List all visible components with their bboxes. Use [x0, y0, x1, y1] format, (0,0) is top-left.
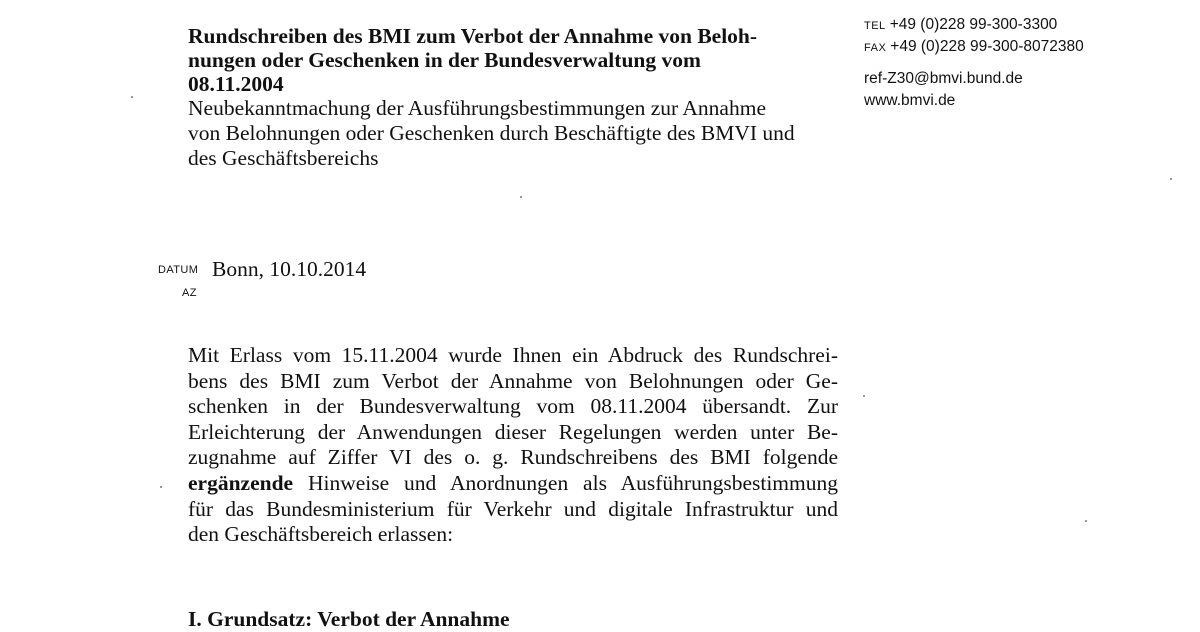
scan-speck	[1170, 178, 1172, 180]
subject-subtitle	[188, 96, 828, 171]
subject-subtitle-line: von Belohnungen oder Geschenken durch Beschäftigte des BMVI und	[188, 121, 795, 145]
tel-label: TEL	[864, 20, 886, 32]
subject-title-line: 08.11.2004	[188, 72, 284, 96]
fax-row	[864, 36, 1184, 58]
body-line: schenken in der Bundesverwaltung vom 08.11.2004 übersandt. Zur	[188, 394, 838, 419]
tel-row	[864, 14, 1184, 36]
emphasis-word: ergänzende	[188, 470, 294, 495]
subject-title-line: Rundschreiben des BMI zum Verbot der Annahme von Beloh-	[188, 24, 758, 48]
fax-label: FAX	[864, 42, 887, 54]
subject-block	[188, 24, 828, 171]
scan-speck	[863, 395, 865, 397]
body-line: zugnahme auf Ziffer VI des o. g. Rundschreibens des BMI folgende	[188, 445, 838, 470]
scan-speck	[131, 96, 133, 98]
datum-value: Bonn, 10.10.2014	[212, 257, 367, 281]
body-line: bens des BMI zum Verbot der Annahme von Belohnungen oder Ge-	[188, 368, 838, 393]
subject-title-line: nungen oder Geschenken in der Bundesverwaltung vom	[188, 48, 701, 72]
body-line: für das Bundesministerium für Verkehr und digitale Infrastruktur und	[188, 496, 838, 521]
body-line: den Geschäftsbereich erlassen:	[188, 522, 454, 547]
contact-block	[864, 14, 1184, 112]
datum-label: DATUM	[158, 264, 199, 276]
scan-speck	[520, 196, 522, 198]
body-line: Erleichterung der Anwendungen dieser Regelungen werden unter Be-	[188, 419, 838, 444]
subject-subtitle-line: Neubekanntmachung der Ausführungsbestimmungen zur Annahme	[188, 96, 766, 120]
scan-speck	[1085, 520, 1087, 522]
az-label: AZ	[182, 287, 197, 299]
subject-title	[188, 24, 828, 96]
body-paragraph	[188, 343, 838, 548]
scan-speck	[160, 486, 162, 488]
tel-value: +49 (0)228 99-300-3300	[889, 16, 1058, 33]
body-line: Mit Erlass vom 15.11.2004 wurde Ihnen ein Abdruck des Rundschrei-	[188, 343, 838, 367]
subject-subtitle-line: des Geschäftsbereichs	[188, 146, 379, 170]
web-link[interactable]: www.bmvi.de	[864, 92, 956, 109]
fax-value: +49 (0)228 99-300-8072380	[890, 38, 1084, 55]
section-heading: I. Grundsatz: Verbot der Annahme	[188, 607, 510, 631]
body-line-emphasis	[188, 471, 838, 497]
body-line-rest: Hinweise und Anordnungen als Ausführungsbestimmung	[307, 470, 839, 495]
email-link[interactable]: ref-Z30@bmvi.bund.de	[864, 70, 1023, 87]
